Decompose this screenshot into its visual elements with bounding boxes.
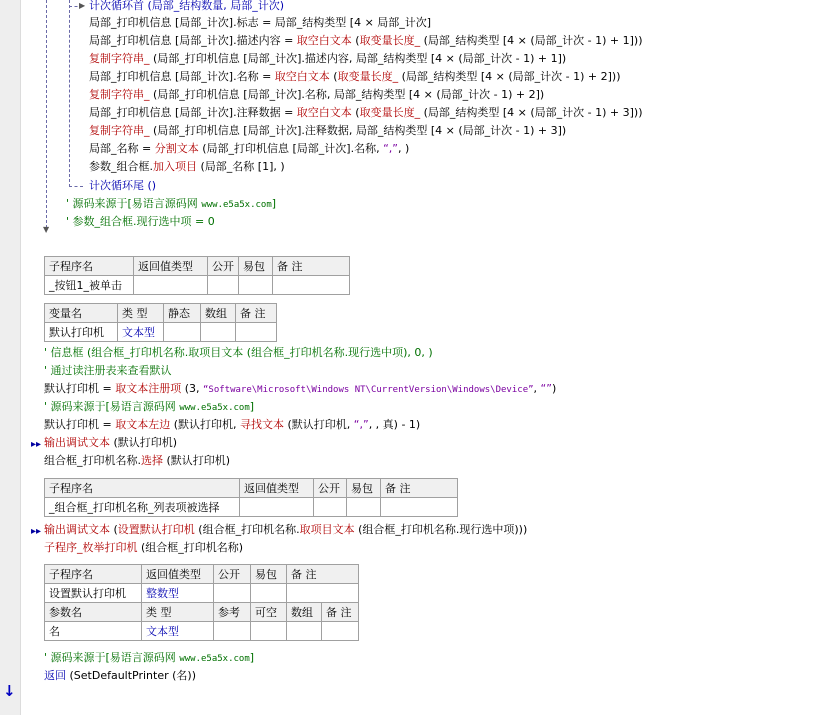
- code-line[interactable]: [89, 142, 409, 156]
- column-header: 返回值类型: [134, 257, 208, 276]
- loop-arrow-icon: ▶: [79, 1, 86, 10]
- code-text: (局部_打印机信息 [局部_计次].名称,: [198, 142, 384, 155]
- column-header: 子程序名: [45, 257, 134, 276]
- comment-text: ' 源码来源于[易语言源码网: [66, 197, 202, 210]
- code-text: (组合框_打印机名称): [137, 541, 244, 554]
- code-text: 组合框_打印机名称.: [44, 454, 141, 467]
- code-text: (局部_打印机信息 [局部_计次].名称, 局部_结构类型 [4 × (局部_计次 - 1) + 2]): [149, 88, 545, 101]
- comment-url: www.e5a5x.com: [201, 200, 272, 210]
- comment-url: www.e5a5x.com: [179, 403, 250, 413]
- loop-guide-line: [69, 0, 70, 187]
- code-text: (: [351, 106, 360, 119]
- subroutine-table: [44, 256, 350, 295]
- function-name: 取变量长度_: [359, 106, 421, 119]
- variable-table: [44, 303, 277, 342]
- table-cell[interactable]: [201, 323, 236, 342]
- code-text: 局部_打印机信息 [局部_计次].注释数据 =: [89, 106, 297, 119]
- code-line[interactable]: 局部_打印机信息 [局部_计次].标志 = 局部_结构类型 [4 × 局部_计次]: [89, 16, 432, 29]
- column-header: 数组: [287, 603, 322, 622]
- code-line[interactable]: [89, 52, 566, 66]
- comment-text: ' 源码来源于[易语言源码网: [44, 400, 180, 413]
- function-name: 取项目文本: [299, 523, 355, 536]
- code-text: (局部_打印机信息 [局部_计次].注释数据, 局部_结构类型 [4 × (局部_计次 - 1) + 3]): [149, 124, 567, 137]
- function-name: 分割文本: [154, 142, 199, 155]
- function-name: 加入项目: [153, 160, 197, 173]
- table-cell[interactable]: 设置默认打印机: [45, 584, 142, 603]
- table-cell[interactable]: [251, 622, 287, 641]
- table-cell[interactable]: [164, 323, 201, 342]
- column-header: 静态: [164, 304, 201, 323]
- code-text: , , 真) - 1): [368, 418, 421, 431]
- breakpoint-marker-icon[interactable]: ▸▸: [31, 439, 42, 450]
- function-name: 设置默认打印机: [117, 523, 195, 536]
- code-text: (局部_名称 [1], ): [197, 160, 285, 173]
- code-text: (默认打印机,: [170, 418, 240, 431]
- code-line[interactable]: [89, 34, 643, 48]
- code-line[interactable]: [44, 454, 230, 468]
- code-line[interactable]: [89, 106, 643, 120]
- breakpoint-marker-icon[interactable]: ▸▸: [31, 526, 42, 537]
- function-name: 取文本注册项: [115, 382, 182, 395]
- function-name: 子程序_枚举打印机: [44, 541, 138, 554]
- column-header: 公开: [314, 479, 347, 498]
- code-text: 局部_名称 =: [89, 142, 155, 155]
- function-name: 取空白文本: [274, 70, 330, 83]
- column-header: 备 注: [287, 565, 359, 584]
- table-cell[interactable]: [239, 276, 273, 295]
- current-line-arrow-icon: ↓: [3, 682, 16, 700]
- table-cell[interactable]: [214, 584, 251, 603]
- column-header: 备 注: [322, 603, 359, 622]
- block-guide-line: [46, 0, 47, 228]
- code-text: 参数_组合框.: [89, 160, 153, 173]
- code-line[interactable]: [89, 70, 621, 84]
- keyword: 返回: [44, 669, 66, 682]
- code-text: 默认打印机 =: [44, 382, 116, 395]
- table-cell[interactable]: [287, 584, 359, 603]
- comment-line[interactable]: ' 通过读注册表来查看默认: [44, 364, 172, 377]
- table-cell[interactable]: 整数型: [142, 584, 214, 603]
- table-cell[interactable]: _组合框_打印机名称_列表项被选择: [45, 498, 240, 517]
- code-text: (默认打印机): [110, 436, 178, 449]
- code-text: (局部_打印机信息 [局部_计次].描述内容, 局部_结构类型 [4 × (局部_计次 - 1) + 1]): [149, 52, 567, 65]
- comment-line[interactable]: [44, 651, 254, 665]
- column-header: 备 注: [381, 479, 458, 498]
- comment-line[interactable]: [44, 400, 254, 414]
- code-text: (: [329, 70, 338, 83]
- string-literal: “”: [540, 382, 552, 395]
- subroutine-table: [44, 564, 359, 641]
- column-header: 易包: [251, 565, 287, 584]
- table-cell[interactable]: 文本型: [142, 622, 214, 641]
- editor-gutter: [0, 0, 21, 715]
- table-cell[interactable]: 默认打印机: [45, 323, 118, 342]
- code-text: (默认打印机): [163, 454, 231, 467]
- code-text: (: [110, 523, 118, 536]
- code-line[interactable]: [89, 160, 285, 174]
- column-header: 子程序名: [45, 479, 240, 498]
- column-header: 可空: [251, 603, 287, 622]
- subroutine-table: [44, 478, 458, 517]
- table-cell[interactable]: [236, 323, 277, 342]
- code-text: (: [351, 34, 360, 47]
- function-name: 复制字符串_: [89, 52, 150, 65]
- table-cell[interactable]: [314, 498, 347, 517]
- column-header: 易包: [347, 479, 381, 498]
- table-cell[interactable]: [347, 498, 381, 517]
- code-line[interactable]: [44, 436, 177, 450]
- column-header: 参数名: [45, 603, 142, 622]
- column-header: 公开: [208, 257, 239, 276]
- code-text: (局部_结构类型 [4 × (局部_计次 - 1) + 3])): [420, 106, 643, 119]
- function-name: 复制字符串_: [89, 124, 150, 137]
- table-cell[interactable]: [381, 498, 458, 517]
- function-name: 复制字符串_: [89, 88, 150, 101]
- string-literal: “,”: [383, 142, 398, 155]
- column-header: 变量名: [45, 304, 118, 323]
- code-line[interactable]: [44, 382, 556, 396]
- comment-text: ]: [271, 197, 277, 210]
- column-header: 备 注: [273, 257, 350, 276]
- function-name: 取文本左边: [115, 418, 171, 431]
- table-cell[interactable]: [287, 622, 322, 641]
- comment-line[interactable]: [66, 197, 276, 211]
- column-header: 备 注: [236, 304, 277, 323]
- comment-text: ]: [249, 400, 255, 413]
- code-text: , ): [397, 142, 410, 155]
- comment-url: www.e5a5x.com: [179, 654, 250, 664]
- function-name: 输出调试文本: [44, 436, 110, 449]
- table-cell[interactable]: [134, 276, 208, 295]
- code-text: (组合框_打印机名称.: [194, 523, 300, 536]
- comment-line[interactable]: ' 参数_组合框.现行选中项 = 0: [66, 215, 215, 228]
- code-text: 默认打印机 =: [44, 418, 116, 431]
- code-text: (组合框_打印机名称.现行选中项))): [354, 523, 528, 536]
- code-text: ): [551, 382, 557, 395]
- string-literal: “,”: [353, 418, 369, 431]
- code-text: (SetDefaultPrinter (名)): [66, 669, 197, 682]
- function-name: 输出调试文本: [44, 523, 110, 536]
- table-cell[interactable]: [240, 498, 314, 517]
- code-text: (3,: [181, 382, 203, 395]
- table-cell[interactable]: [251, 584, 287, 603]
- code-text: 局部_打印机信息 [局部_计次].描述内容 =: [89, 34, 297, 47]
- table-cell[interactable]: [214, 622, 251, 641]
- function-name: 取空白文本: [296, 34, 352, 47]
- loop-start-line[interactable]: 计次循环首 (局部_结构数量, 局部_计次): [89, 0, 285, 12]
- column-header: 类 型: [118, 304, 164, 323]
- column-header: 类 型: [142, 603, 214, 622]
- table-cell[interactable]: [273, 276, 350, 295]
- table-cell[interactable]: [208, 276, 239, 295]
- table-cell[interactable]: 文本型: [118, 323, 164, 342]
- string-literal: “Software\Microsoft\Windows NT\CurrentVersion\Windows\Device”: [203, 385, 534, 395]
- loop-end-line[interactable]: 计次循环尾 (): [89, 179, 157, 192]
- code-line[interactable]: [44, 541, 243, 555]
- comment-line[interactable]: ' 信息框 (组合框_打印机名称.取项目文本 (组合框_打印机名称.现行选中项), 0, ): [44, 346, 433, 359]
- code-text: 局部_打印机信息 [局部_计次].名称 =: [89, 70, 275, 83]
- column-header: 数组: [201, 304, 236, 323]
- table-cell[interactable]: [322, 622, 359, 641]
- code-line[interactable]: [44, 523, 527, 537]
- block-end-arrow-icon: ▼: [43, 225, 50, 234]
- column-header: 返回值类型: [142, 565, 214, 584]
- code-line[interactable]: [89, 124, 566, 138]
- code-line[interactable]: [89, 88, 544, 102]
- function-name: 寻找文本: [240, 418, 284, 431]
- code-text: (局部_结构类型 [4 × (局部_计次 - 1) + 2])): [398, 70, 621, 83]
- column-header: 参考: [214, 603, 251, 622]
- column-header: 易包: [239, 257, 273, 276]
- function-name: 取变量长度_: [359, 34, 421, 47]
- column-header: 子程序名: [45, 565, 142, 584]
- code-line[interactable]: [44, 669, 196, 683]
- code-text: ,: [533, 382, 541, 395]
- column-header: 返回值类型: [240, 479, 314, 498]
- comment-text: ]: [249, 651, 255, 664]
- code-line[interactable]: [44, 418, 420, 432]
- column-header: 公开: [214, 565, 251, 584]
- function-name: 取空白文本: [296, 106, 352, 119]
- comment-text: ' 源码来源于[易语言源码网: [44, 651, 180, 664]
- code-text: (局部_结构类型 [4 × (局部_计次 - 1) + 1])): [420, 34, 643, 47]
- table-cell[interactable]: _按钮1_被单击: [45, 276, 134, 295]
- code-text: (默认打印机,: [284, 418, 354, 431]
- function-name: 选择: [141, 454, 163, 467]
- loop-guide-line: [69, 186, 83, 187]
- function-name: 取变量长度_: [337, 70, 399, 83]
- table-cell[interactable]: 名: [45, 622, 142, 641]
